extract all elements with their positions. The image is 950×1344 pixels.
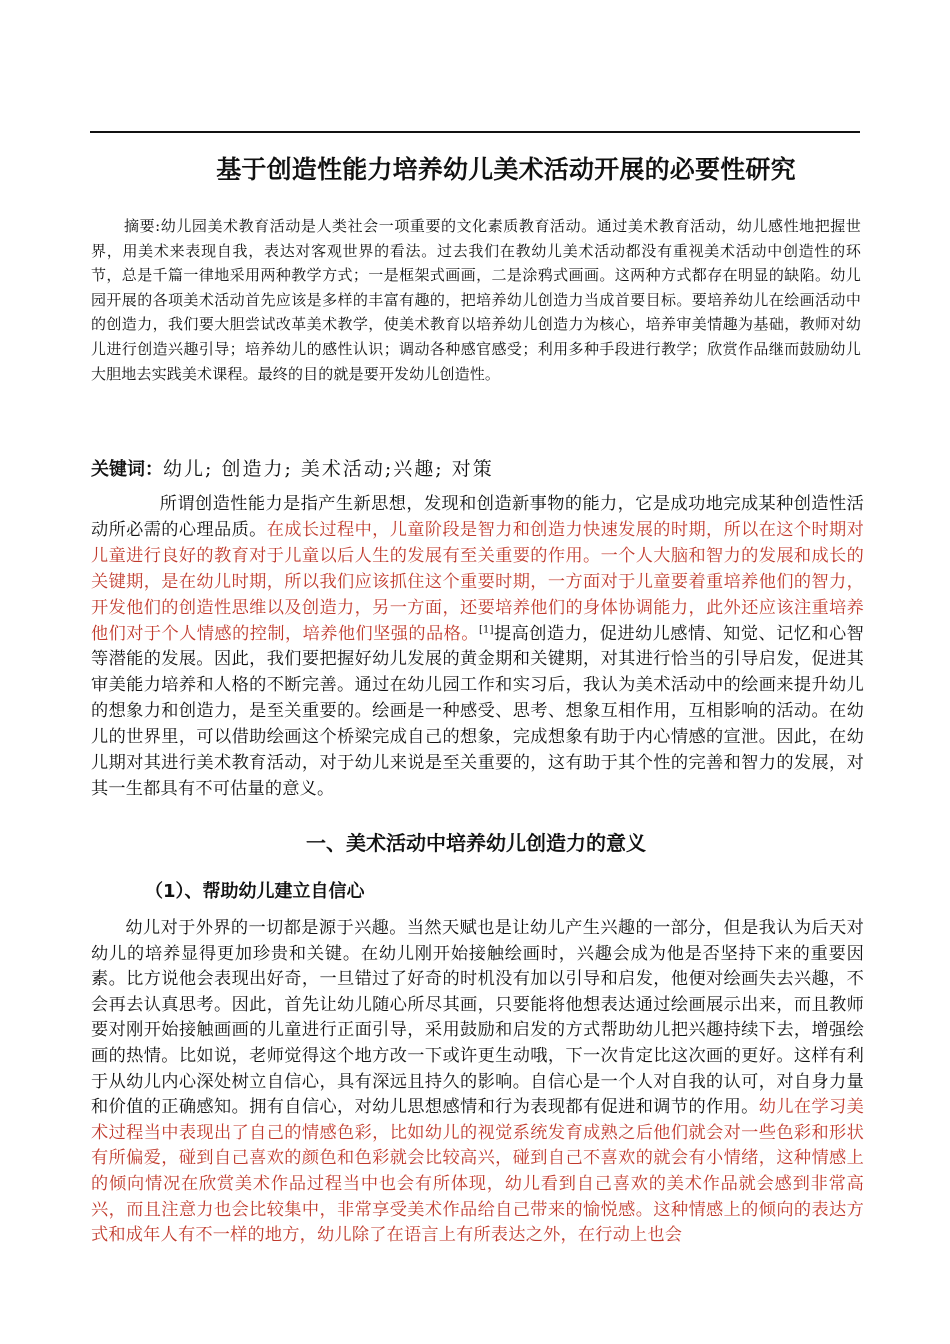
citation-reference: [1]: [478, 623, 494, 635]
section-heading: 一、美术活动中培养幼儿创造力的意义: [306, 831, 646, 855]
keywords-line: [91, 455, 861, 484]
intro-text-part3: 提高创造力，促进幼儿感情、知觉、记忆和心智等潜能的发展。因此，我们要把握好幼儿发展的黄金期和关键期，对其进行恰当的引导启发，促进其审美能力培养和人格的不断完善。通过在幼儿园工作和实习后，我认为美术活动中的绘画来提升幼儿的想象力和创造力，是至关重要的。绘画是一种感受、思考、想象互相作用，互相影响的活动。在幼儿的世界里，可以借助绘画这个桥梁完成自己的想象，完成想象有助于内心情感的宣泄。因此，在幼儿期对其进行美术教育活动，对于幼儿来说是至关重要的，这有助于其个性的完善和智力的发展，对其一生都具有不可估量的意义。: [91, 623, 865, 799]
subsection-heading: （1）、帮助幼儿建立自信心: [145, 881, 365, 902]
body-paragraph: [91, 916, 864, 1249]
body-text-part1: 幼儿对于外界的一切都是源于兴趣。当然天赋也是让幼儿产生兴趣的一部分，但是我认为后天对幼儿的培养显得更加珍贵和关键。在幼儿刚开始接触绘画时，兴趣会成为他是否坚持下来的重要因素。比方说他会表现出好奇，一旦错过了好奇的时机没有加以引导和启发，他便对绘画失去兴趣，不会再去认真思考。因此，首先让幼儿随心所尽其画，只要能将他想表达通过绘画展示出来，而且教师要对刚开始接触画画的儿童进行正面引导，采用鼓励和启发的方式帮助幼儿把兴趣持续下去，增强绘画的热情。比如说，老师觉得这个地方改一下或许更生动哦，下一次肯定比这次画的更好。这样有利于从幼儿内心深处树立自信心，具有深远且持久的影响。自信心是一个人对自我的认可，对自身力量和价值的正确感知。拥有自信心，对幼儿思想感情和行为表现都有促进和调节的作用。: [91, 918, 864, 1118]
keywords-label: 关键词：: [91, 459, 163, 480]
intro-text-highlighted: 在成长过程中，儿童阶段是智力和创造力快速发展的时期，所以在这个时期对儿童进行良好的教育对于儿童以后人生的发展有至关重要的作用。一个人大脑和智力的发展和成长的关键期，是在幼儿时期，所以我们应该抓住这个重要时期，一方面对于儿童要着重培养他们的智力，开发他们的创造性思维以及创造力，另一方面，还要培养他们的身体协调能力，此外还应该注重培养他们对于个人情感的控制，培养他们坚强的品格。: [91, 519, 864, 644]
document-title: 基于创造性能力培养幼儿美术活动开展的必要性研究: [216, 155, 796, 184]
abstract-paragraph: 摘要:幼儿园美术教育活动是人类社会一项重要的文化素质教育活动。通过美术教育活动，幼儿感性地把握世界，用美术来表现自我，表达对客观世界的看法。过去我们在教幼儿美术活动都没有重视美术活动中创造性的环节，总是千篇一律地采用两种教学方式；一是框架式画画，二是涂鸦式画画。这两种方式都存在明显的缺陷。幼儿园开展的各项美术活动首先应该是多样的丰富有趣的，把培养幼儿创造力当成首要目标。要培养幼儿在绘画活动中的创造力，我们要大胆尝试改革美术教学，使美术教育以培养幼儿创造力为核心，培养审美情趣为基础，教师对幼儿进行创造兴趣引导；培养幼儿的感性认识；调动各种感官感受；利用多种手段进行教学；欣赏作品继而鼓励幼儿大胆地去实践美术课程。最终的目的就是要开发幼儿创造性。: [91, 217, 861, 383]
keywords-list: 幼儿; 创造力; 美术活动;兴趣; 对策: [163, 458, 494, 480]
body-text-highlighted: 幼儿在学习美术过程当中表现出了自己的情感色彩，比如幼儿的视觉系统发育成熟之后他们就会对一些色彩和形状有所偏爱，碰到自己喜欢的颜色和色彩就会比较高兴，碰到自己不喜欢的就会有小情绪，这种情感上的倾向情况在欣赏美术作品过程当中也会有所体现，幼儿看到自己喜欢的美术作品就会感到非常高兴，而且注意力也会比较集中，非常享受美术作品给自己带来的愉悦感。这种情感上的倾向的表达方式和成年人有不一样的地方，幼儿除了在语言上有所表达之外，在行动上也会: [91, 1097, 864, 1246]
intro-paragraph: [91, 492, 864, 803]
header-rule: [90, 131, 860, 133]
intro-text-part1: 所谓创造性能力是指产生新思想，发现和创造新事物的能力，它是成功地完成某种创造性活动所必需的心理品质。: [91, 494, 864, 540]
